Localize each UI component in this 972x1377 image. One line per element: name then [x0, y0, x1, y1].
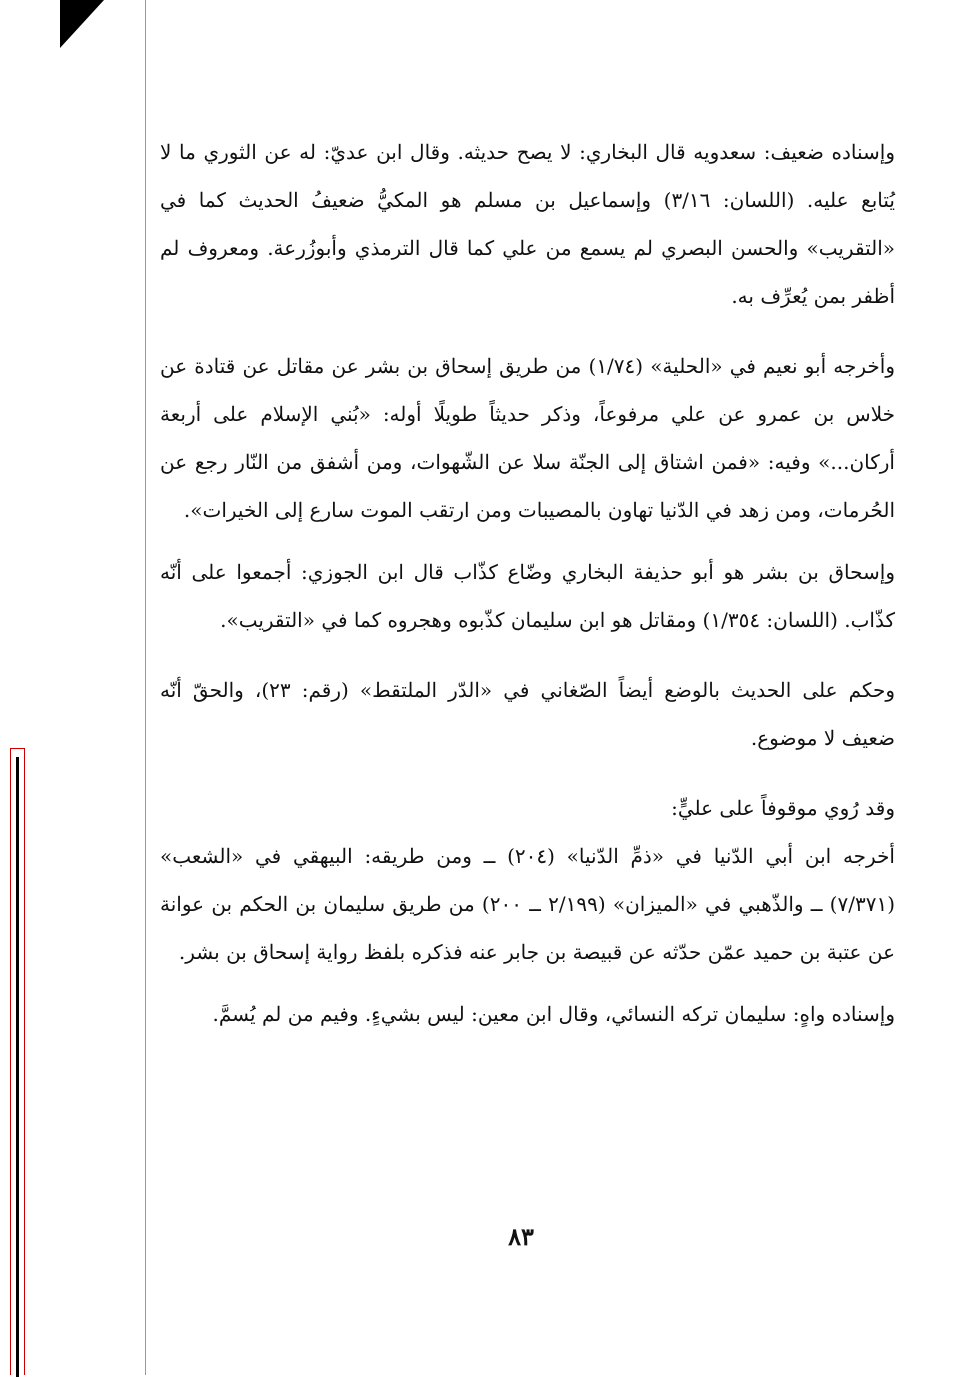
gutter-line [145, 0, 146, 1375]
paragraph-7: وإسناده واهٍ: سليمان تركه النسائي، وقال ابن معين: ليس بشيءٍ. وفيم من لم يُسمَّ. [212, 1002, 895, 1026]
paragraph-2: وأخرجه أبو نعيم في «الحلية» (١/٧٤) من طريق إسحاق بن بشر عن مقاتل عن قتادة عن خلاس بن عمرو عن علي مرفوعاً، وذكر حديثاً طويلًا أوله: «بُني الإسلام على أربعة أركان...» وفيه: «فمن اشتاق إلى الجنّة سلا عن الشّهوات، ومن أشفق من النّار رجع عن الحُرمات، ومن زهد في الدّنيا تهاون بالمصيبات ومن ارتقب الموت سارع إلى الخيرات». [160, 354, 895, 522]
paragraph-1: وإسناده ضعيف: سعدويه قال البخاري: لا يصح حديثه. وقال ابن عديّ: له عن الثوري ما لا يُتابع عليه. (اللسان: ٣/١٦) وإسماعيل بن مسلم هو المكيُّ ضعيفُ الحديث كما في «التقريب» والحسن البصري لم يسمع من علي كما قال الترمذي وأبوزُرعة. ومعروف لم أظفر بمن يُعرِّف به. [160, 140, 896, 308]
paragraph-4: وحكم على الحديث بالوضع أيضاً الصّغاني في «الدّر الملتقط» (رقم: ٢٣)، والحقّ أنّه ضعيف لا موضوع. [160, 678, 895, 750]
paragraph-5: وقد رُوي موقوفاً على عليٍّ: [671, 796, 895, 820]
paragraph-6: أخرجه ابن أبي الدّنيا في «ذمِّ الدّنيا» (٢٠٤) ــ ومن طريقه: البيهقي في «الشعب» (٧/٣٧١) ــ والذّهبي في «الميزان» (٢/١٩٩ ــ ٢٠٠) من طريق سليمان بن الحكم بن عوانة عن عتبة بن حميد عمّن حدّثه عن قبيصة بن جابر عنه فذكره بلفظ رواية إسحاق بن بشر. [160, 844, 896, 964]
page-number: ٨٣ [508, 1222, 534, 1251]
paragraph-3: وإسحاق بن بشر هو أبو حذيفة البخاري وضّاع كذّاب قال ابن الجوزي: أجمعوا على أنّه كذّاب. (اللسان: ١/٣٥٤) ومقاتل هو ابن سليمان كذّبوه وهجروه كما في «التقريب». [160, 560, 895, 632]
selection-frame [10, 748, 25, 1375]
page-body [160, 128, 895, 1038]
corner-mark [60, 0, 104, 48]
frame-bar [16, 757, 19, 1377]
